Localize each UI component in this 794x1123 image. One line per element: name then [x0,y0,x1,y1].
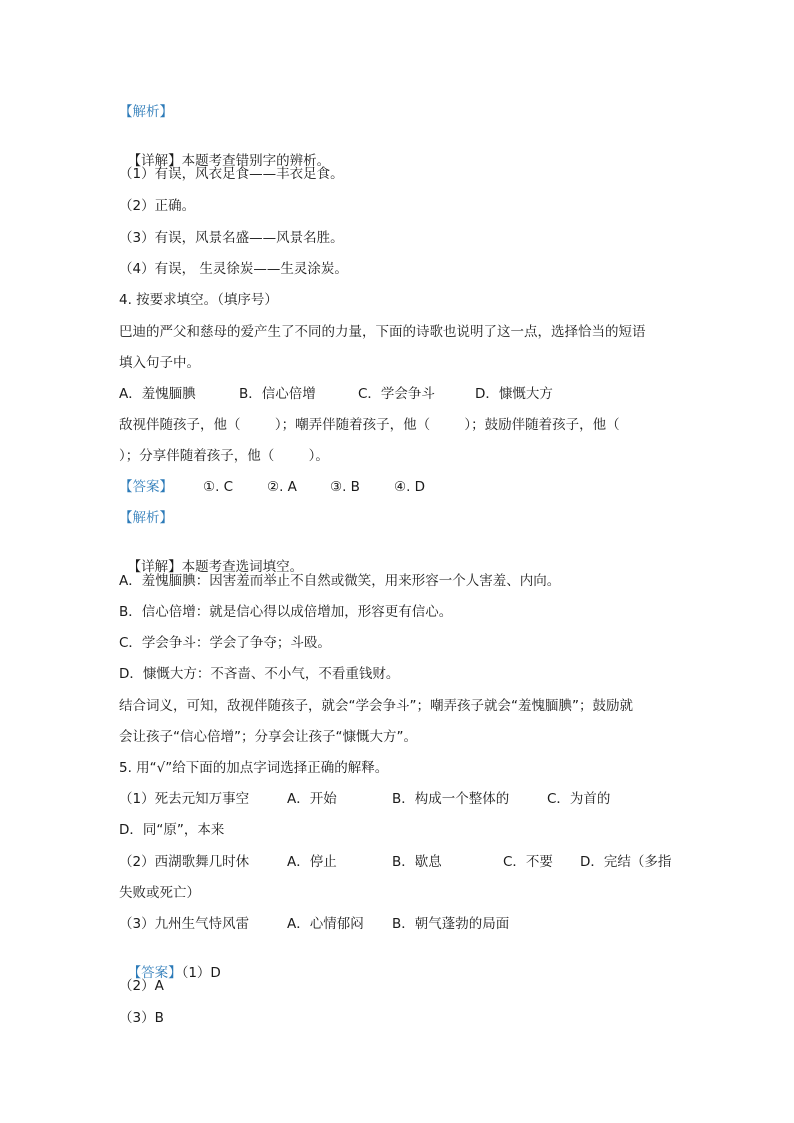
jiexi-heading-2: 【解析】 [119,510,173,526]
q5-item-1-opt-b: B．构成一个整体的 [392,791,510,807]
fill-sentence-2: ）；分享伴随着孩子，他（ ）。 [119,448,329,464]
daan-q5-2: （2）A [119,978,164,994]
option-b: B．信心倍增 [239,386,316,402]
question-4-title: 4. 按要求填空。（填序号） [119,292,278,308]
xiangjie-text-2: 本题考查选词填空。 [181,559,304,575]
answer-line: （2）正确。 [119,198,196,214]
explain-a: A．羞愧腼腆：因害羞而举止不自然或微笑，用来形容一个人害羞、内向。 [119,573,561,589]
daan-item-3: ③. B [330,479,360,495]
q5-item-2: （2）西湖歌舞几时休 [119,854,250,870]
q5-item-2-opt-d: D．完结（多指 [580,854,672,870]
xiangjie-label-2: 【详解】 [127,559,182,575]
q5-item-1-opt-c: C．为首的 [547,791,611,807]
q5-item-2-opt-b: B．歇息 [392,854,442,870]
option-a: A．羞愧腼腆 [119,386,196,402]
daan-item-1: ①. C [203,479,234,495]
daan-q5-1: （1）D [181,965,221,981]
daan-label-2: 【答案】 [127,965,182,981]
q5-item-3: （3）九州生气恃风雷 [119,916,250,932]
q5-item-1-opt-a: A．开始 [287,791,337,807]
answer-line: （4）有误， 生灵徐炭——生灵涂炭。 [119,261,348,277]
option-c: C．学会争斗 [358,386,435,402]
explain-d: D．慷慨大方：不吝啬、不小气，不看重钱财。 [119,666,400,682]
answer-line: （1）有误，风衣足食——丰衣足食。 [119,166,344,182]
xiangjie-label-1: 【详解】 [127,153,182,169]
fill-sentence-1: 敌视伴随孩子，他（ ）；嘲弄伴随着孩子，他（ ）；鼓励伴随着孩子，他（ [119,417,620,433]
explain-b: B．信心倍增：就是信心得以成倍增加，形容更有信心。 [119,604,453,620]
answer-line: （3）有误，风景名盛——风景名胜。 [119,230,344,246]
question-4-prompt: 巴迪的严父和慈母的爱产生了不同的力量，下面的诗歌也说明了这一点，选择恰当的短语 [119,324,646,340]
question-4-prompt-cont: 填入句子中。 [119,355,200,371]
q5-item-2-opt-c: C．不要 [503,854,553,870]
summary-line-1: 结合词义，可知，敌视伴随孩子，就会“学会争斗”；嘲弄孩子就会“羞愧腼腆”；鼓励就 [119,698,633,714]
q5-item-3-opt-b: B．朝气蓬勃的局面 [392,916,510,932]
explain-c: C．学会争斗：学会了争夺；斗殴。 [119,635,331,651]
daan-item-2: ②. A [267,479,297,495]
q5-item-1-opt-d: D．同“原”，本来 [119,822,225,838]
daan-label-1: 【答案】 [119,479,173,495]
xiangjie-line-2 [119,540,303,576]
q5-item-2-opt-a: A．停止 [287,854,337,870]
xiangjie-text-1: 本题考查错别字的辨析。 [181,153,331,169]
jiexi-heading-1: 【解析】 [119,104,173,120]
q5-item-3-opt-a: A．心情郁闷 [287,916,364,932]
daan-q5-3: （3）B [119,1010,164,1026]
daan-item-4: ④. D [394,479,426,495]
option-d: D．慷慨大方 [475,386,553,402]
question-5-title: 5. 用“√”给下面的加点字词选择正确的解释。 [119,760,389,776]
q5-item-2-opt-d-cont: 失败或死亡） [119,885,200,901]
q5-item-1: （1）死去元知万事空 [119,791,250,807]
summary-line-2: 会让孩子“信心倍增”；分享会让孩子“慷慨大方”。 [119,729,417,745]
